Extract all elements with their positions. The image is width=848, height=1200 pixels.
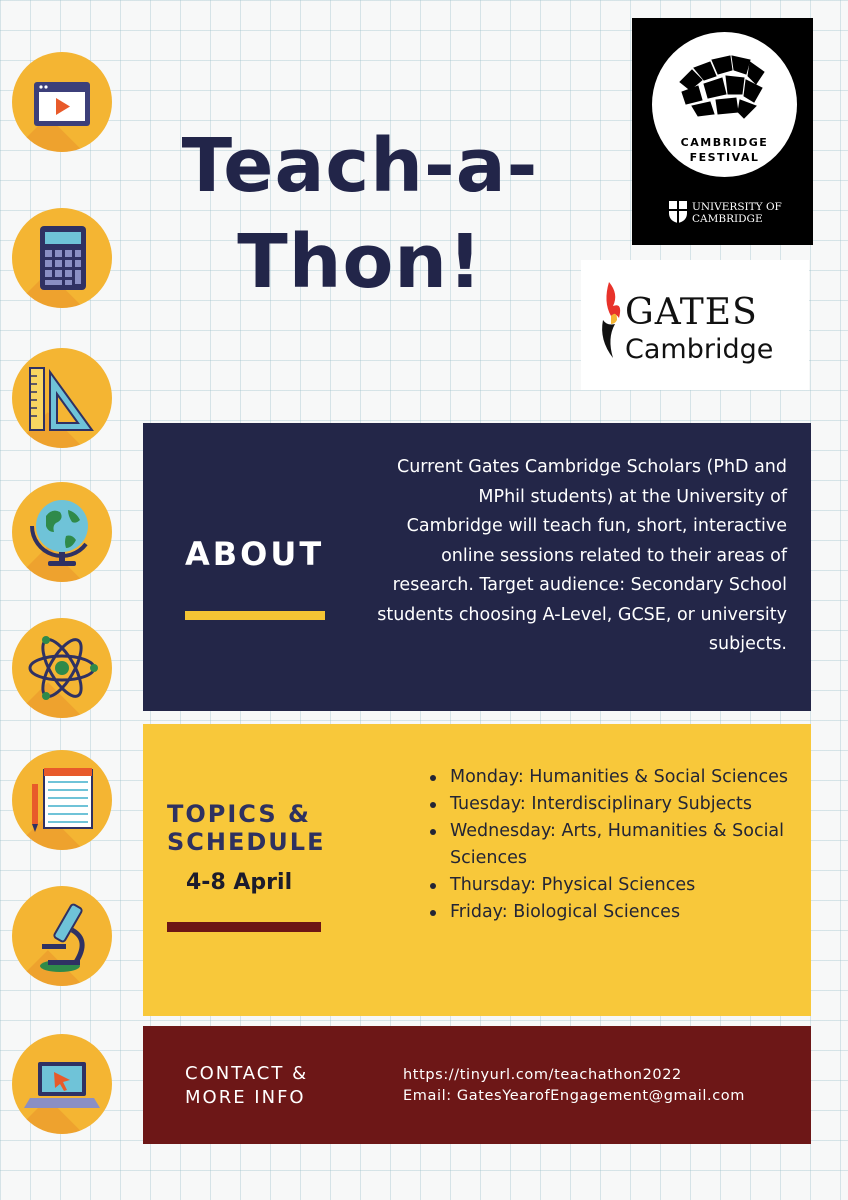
topics-heading	[167, 800, 325, 856]
schedule-item: Tuesday: Interdisciplinary Subjects	[429, 791, 799, 818]
festival-emblem	[652, 32, 797, 177]
ruler-set-square-icon	[12, 348, 112, 448]
schedule-list	[429, 764, 799, 926]
microscope-icon	[12, 886, 112, 986]
contact-heading-line2: MORE INFO	[185, 1087, 306, 1108]
contact-info	[403, 1065, 745, 1107]
about-heading: ABOUT	[185, 535, 325, 573]
icon-column	[0, 0, 130, 1200]
page-title: Teach-a-Thon!	[181, 123, 539, 305]
event-dates: 4-8 April	[186, 870, 293, 895]
calculator-icon	[12, 208, 112, 308]
contact-heading	[185, 1062, 308, 1110]
university-line2: CAMBRIDGE	[692, 213, 763, 225]
gates-cambridge-logo	[581, 260, 809, 390]
about-section	[143, 423, 811, 711]
notepad-pencil-icon	[12, 750, 112, 850]
schedule-item: Monday: Humanities & Social Sciences	[429, 764, 799, 791]
about-underline	[185, 611, 325, 620]
schedule-item: Friday: Biological Sciences	[429, 899, 799, 926]
university-crest-icon	[668, 200, 688, 224]
festival-line2: FESTIVAL	[689, 151, 760, 164]
video-play-icon	[12, 52, 112, 152]
contact-section	[143, 1026, 811, 1144]
festival-line1: CAMBRIDGE	[680, 136, 769, 149]
topics-section	[143, 724, 811, 1016]
gates-word: GATES	[625, 292, 758, 333]
schedule-item: Wednesday: Arts, Humanities & Social Sciences	[429, 818, 799, 872]
contact-heading-line1: CONTACT &	[185, 1063, 309, 1084]
cambridge-word: Cambridge	[625, 334, 774, 365]
contact-email[interactable]: Email: GatesYearofEngagement@gmail.com	[403, 1088, 745, 1104]
flame-icon	[595, 280, 625, 360]
topics-underline	[167, 922, 321, 932]
university-line1: UNIVERSITY OF	[692, 201, 782, 213]
laptop-cursor-icon	[12, 1034, 112, 1134]
atom-icon	[12, 618, 112, 718]
globe-icon	[12, 482, 112, 582]
cambridge-festival-logo	[632, 18, 813, 245]
topics-heading-line2: SCHEDULE	[167, 828, 326, 856]
about-text: Current Gates Cambridge Scholars (PhD and MPhil students) at the University of Cambridge will teach fun, short, interactive online sessions related to their areas of research. Target audience: Secondary School students choosing A-Level, GCSE, or university subjects.	[377, 457, 787, 654]
topics-heading-line1: TOPICS &	[167, 800, 311, 828]
schedule-item: Thursday: Physical Sciences	[429, 872, 799, 899]
contact-url-link[interactable]: https://tinyurl.com/teachathon2022	[403, 1067, 682, 1083]
